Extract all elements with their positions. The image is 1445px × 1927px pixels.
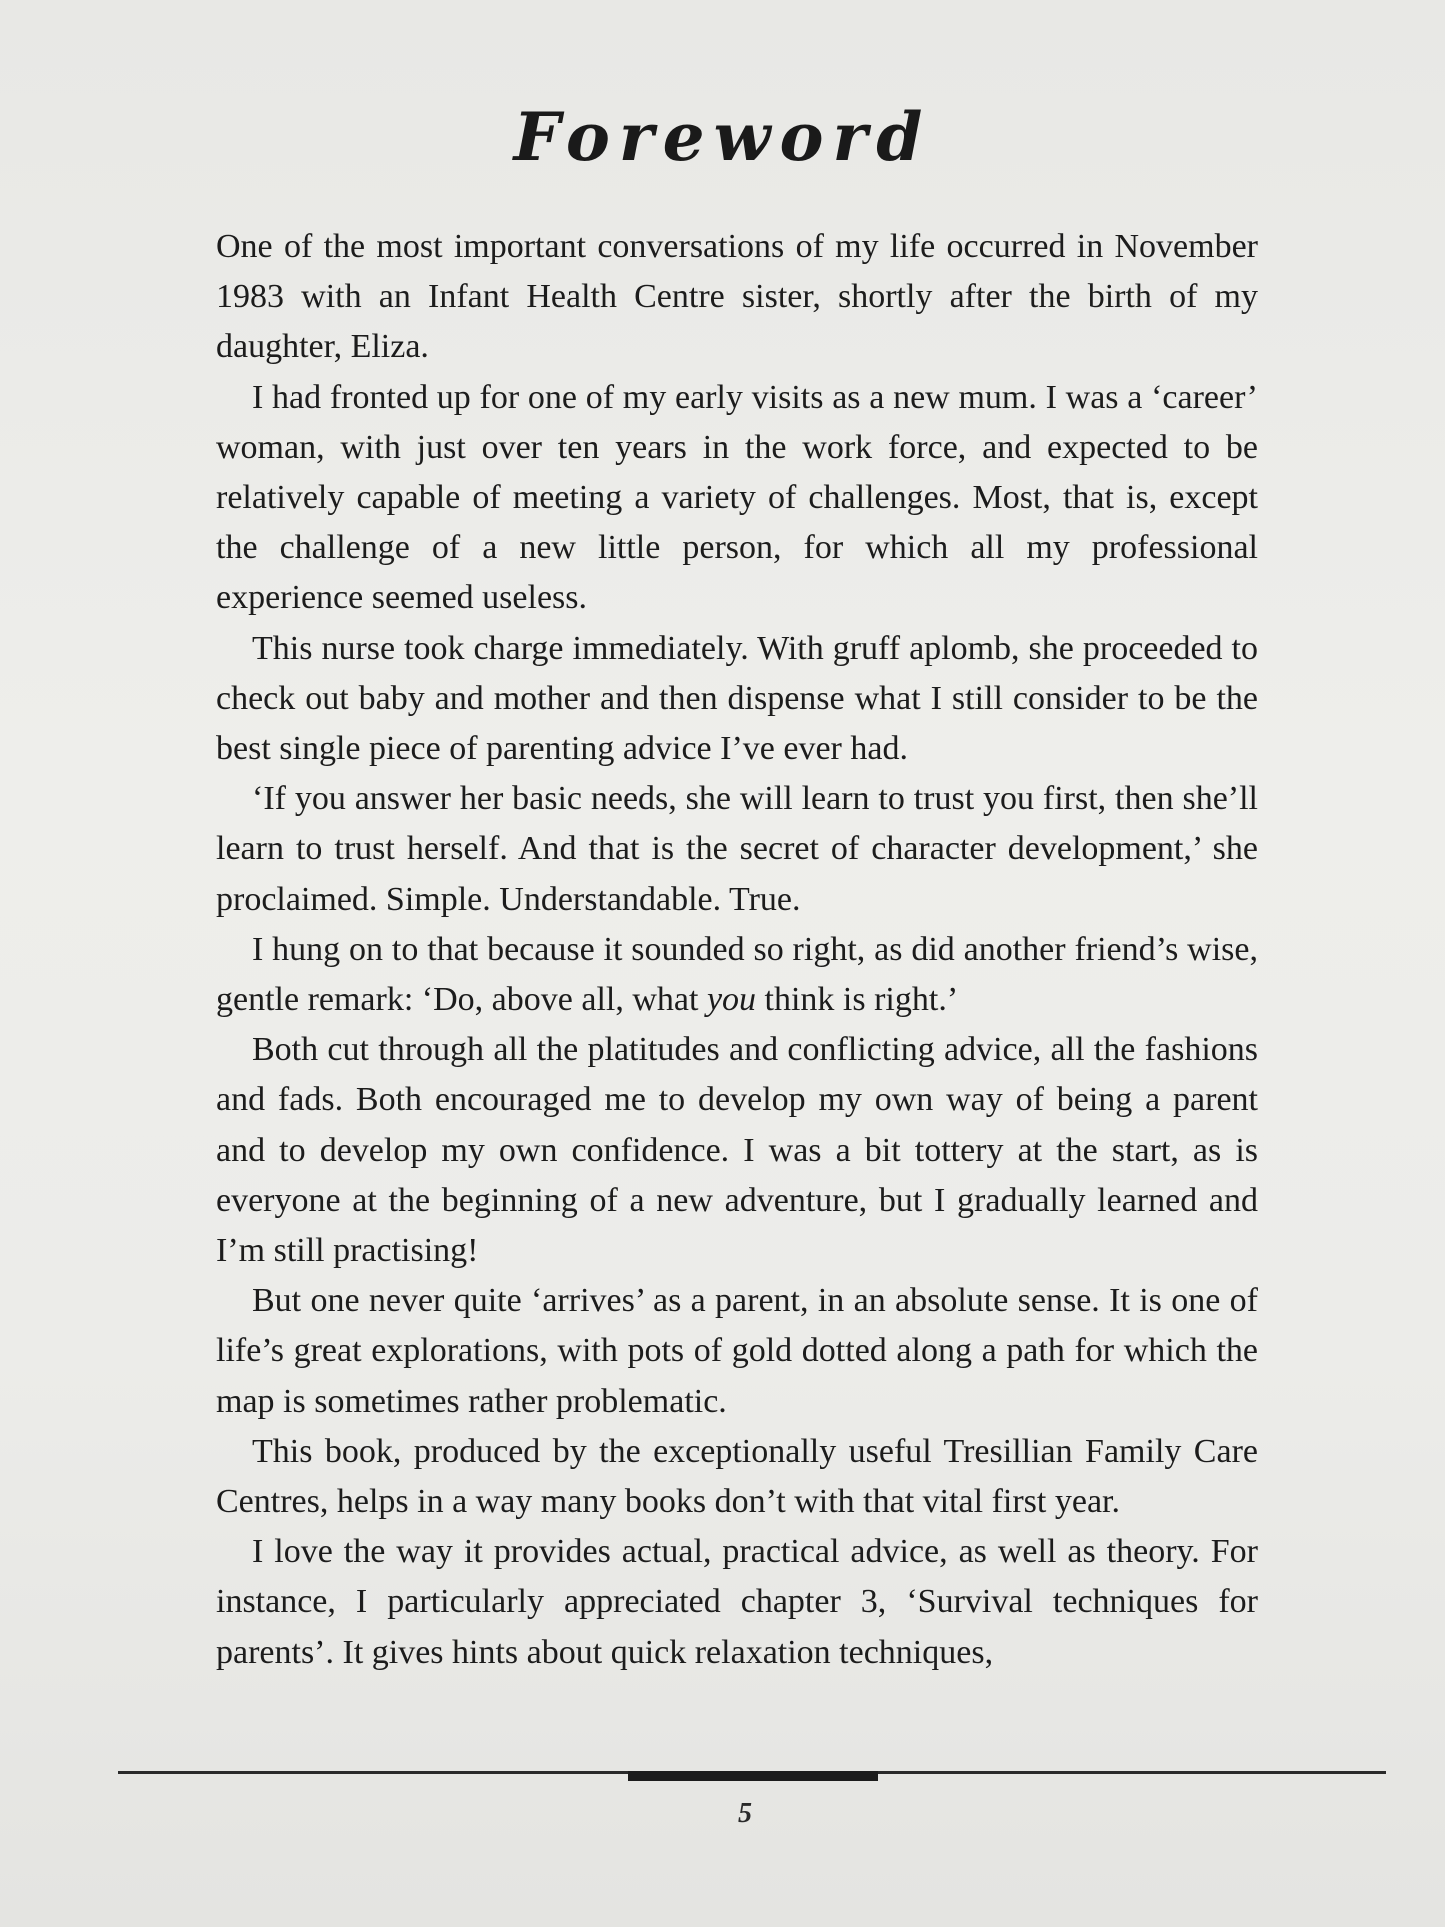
paragraph-5: [216, 925, 1258, 1025]
paragraph-1: One of the most important conversations of my life occurred in November 1983 with an Infant Health Centre sister, shortly after the birth of my daughter, Eliza.: [216, 228, 1258, 366]
paragraph-5-emphasis: you: [706, 981, 757, 1019]
page-number: 5: [738, 1798, 752, 1829]
paragraph-3: This nurse took charge immediately. With gruff aplomb, she proceeded to check out baby and mother and then dispense what I still consider to be the best single piece of parenting advice I’ve ever had.: [216, 629, 1258, 768]
paragraph-6: Both cut through all the platitudes and conflicting advice, all the fashions and fads. Both encouraged me to develop my own way of being a parent and to develop my own confidence. I was a bit tottery at the start, as is everyone at the beginning of a new adventure, but I gradually learned and I’m still practising!: [216, 1031, 1258, 1270]
paragraph-9: I love the way it provides actual, practical advice, as well as theory. For instance, I particularly appreciated chapter 3, ‘Survival techniques for parents’. It gives hints about quick relaxation techniques,: [216, 1533, 1258, 1671]
paragraph-8: This book, produced by the exceptionally useful Tresillian Family Care Centres, helps in a way many books don’t with that vital first year.: [216, 1432, 1258, 1521]
paragraph-2: I had fronted up for one of my early visits as a new mum. I was a ‘career’ woman, with just over ten years in the work force, and expected to be relatively capable of meeting a variety of challenges. Most, that is, except the challenge of a new little person, for which all my professional experience seemed useless.: [216, 378, 1258, 617]
paragraph-7: But one never quite ‘arrives’ as a parent, in an absolute sense. It is one of life’s great explorations, with pots of gold dotted along a path for which the map is sometimes rather problematic.: [216, 1282, 1258, 1420]
paragraph-5-start: I hung on to that because it sounded so right, as did another friend’s wise, gentle remark: ‘Do, above all, what: [216, 930, 1258, 1019]
page-title: Foreword: [513, 98, 932, 176]
foreword-body: [216, 222, 1258, 1678]
footer-rule-accent: [628, 1771, 878, 1781]
paragraph-4: ‘If you answer her basic needs, she will learn to trust you first, then she’ll learn to trust herself. And that is the secret of character development,’ she proclaimed. Simple. Understandable. True.: [216, 780, 1258, 918]
paragraph-5-end: think is right.’: [756, 981, 959, 1019]
